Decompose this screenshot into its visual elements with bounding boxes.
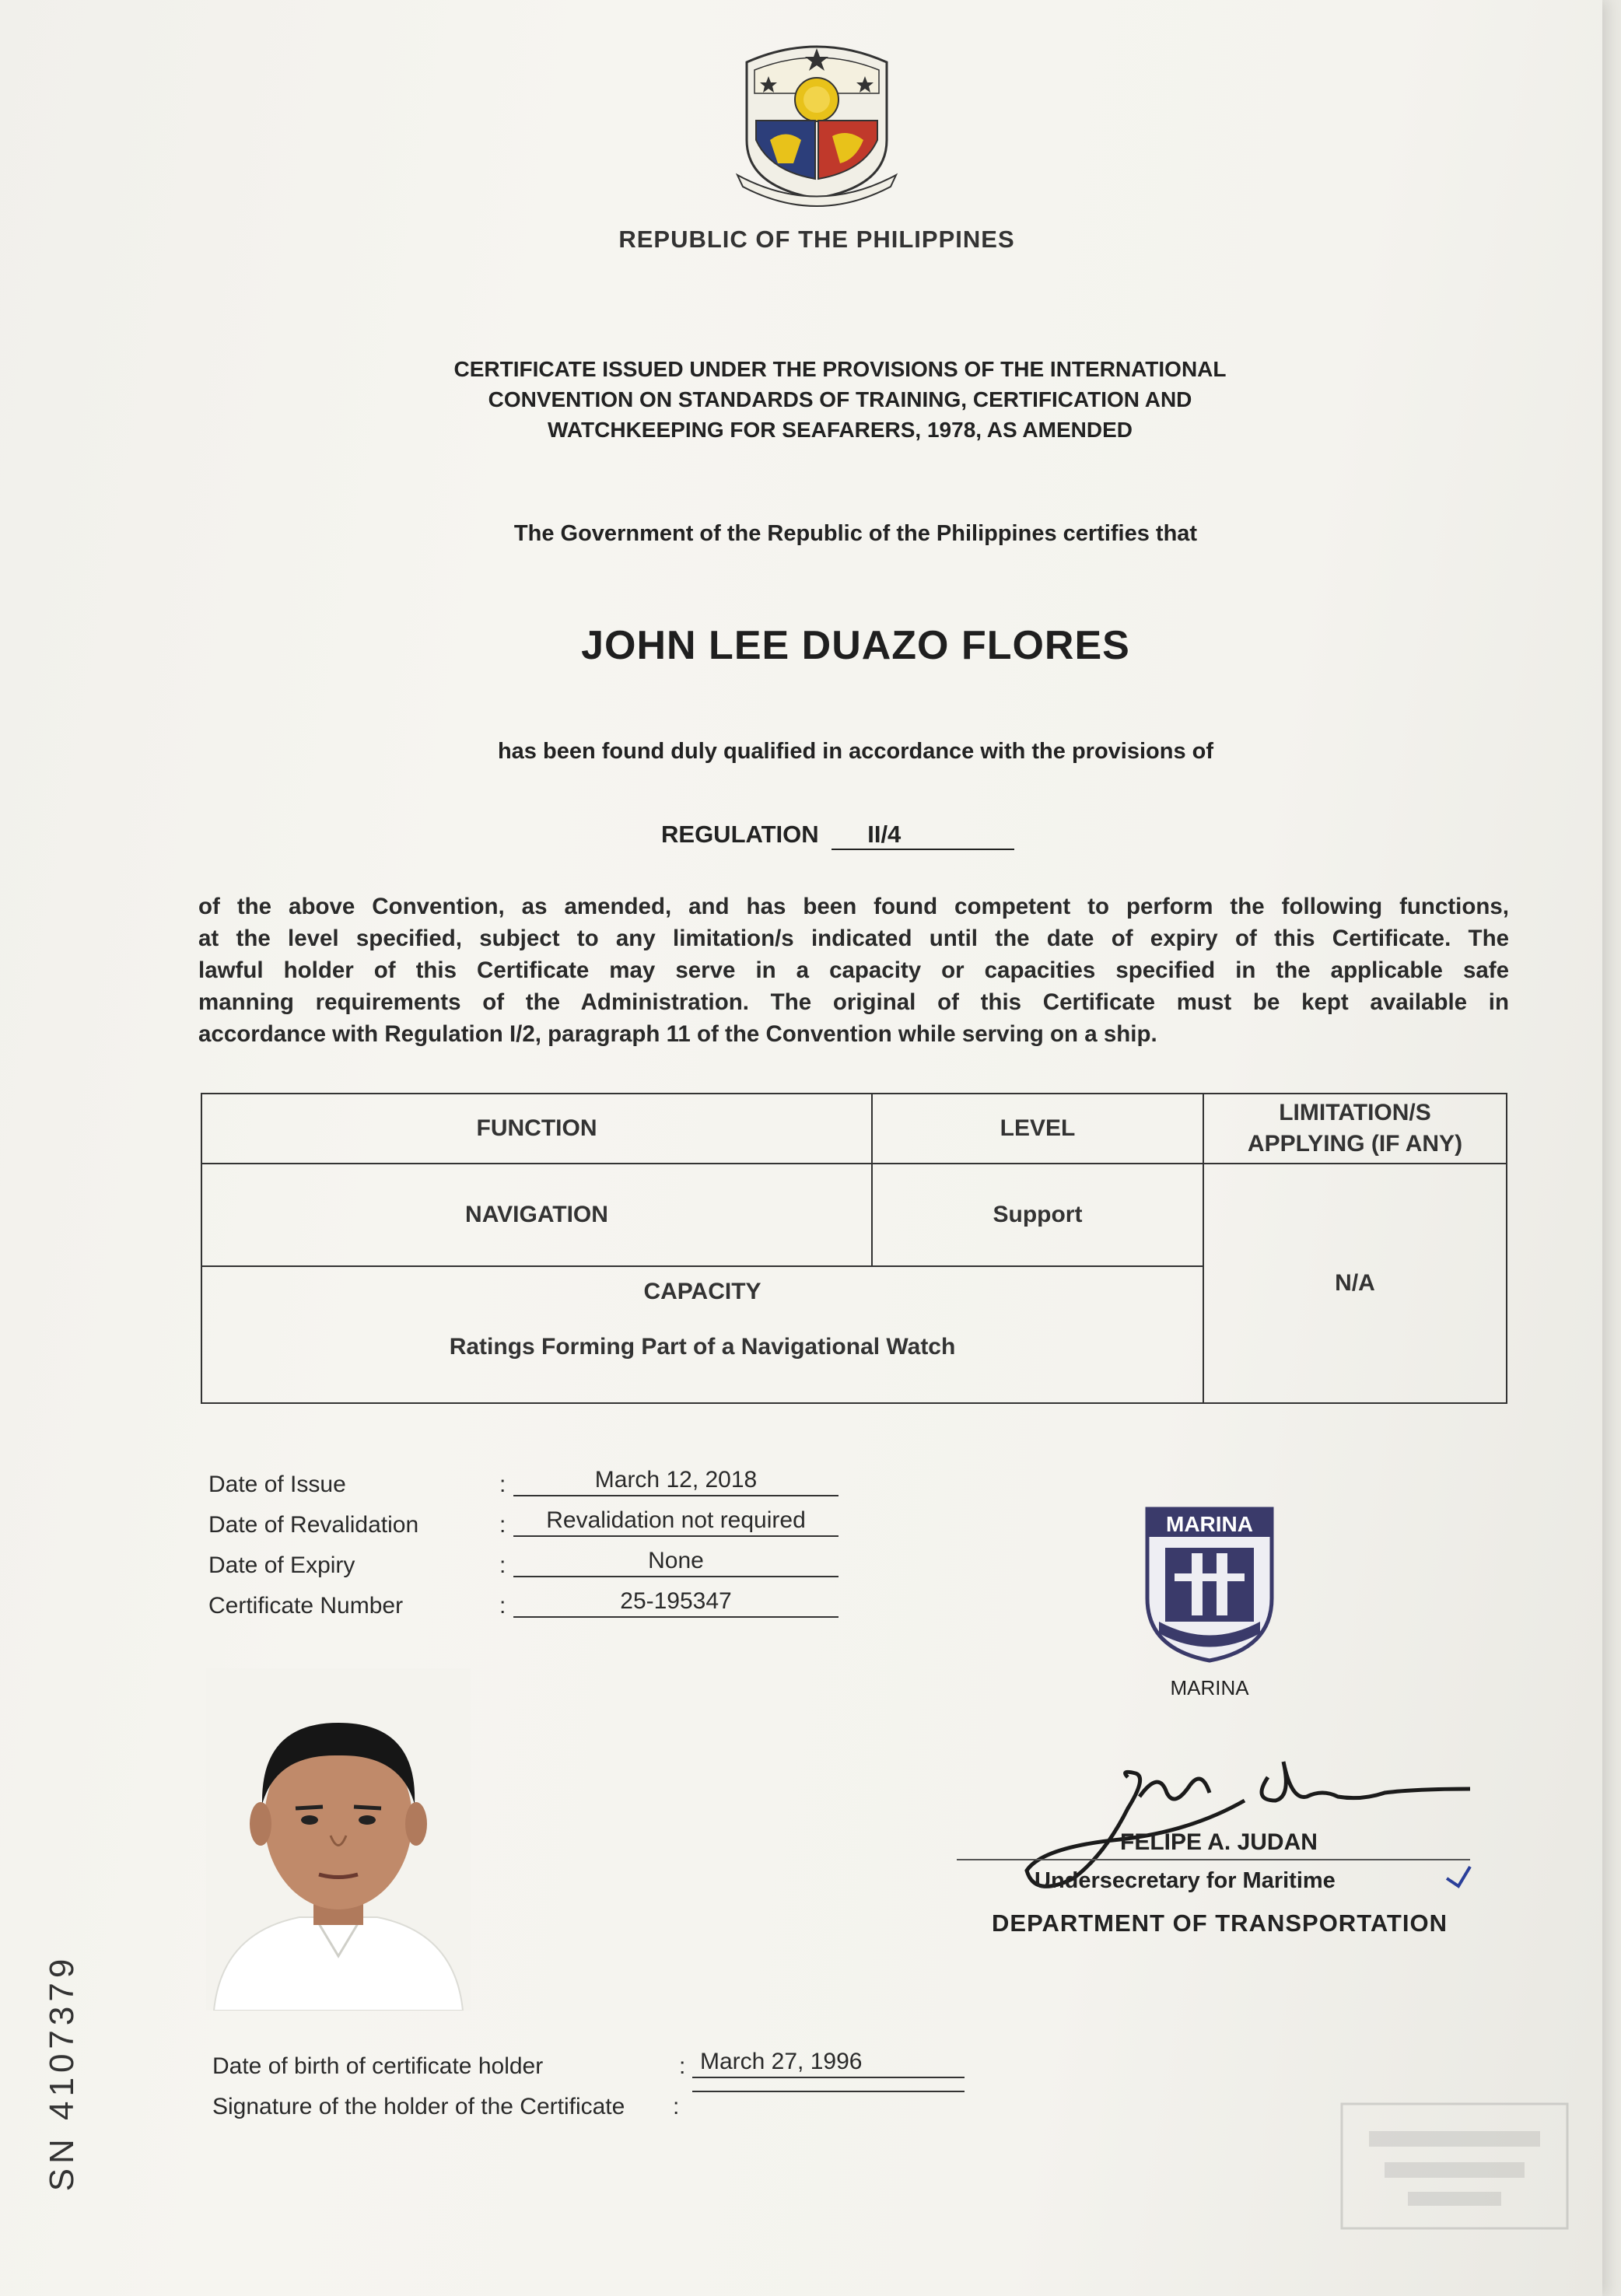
header-limitations: LIMITATION/S APPLYING (IF ANY) [1247,1100,1463,1157]
limitations-value: N/A [1335,1270,1375,1296]
dob-label: Date of birth of certificate holder [212,2053,544,2079]
stcw-heading-line: WATCHKEEPING FOR SEAFARERS, 1978, AS AMENDED [548,418,1133,442]
date-label: Date of Revalidation [208,1512,419,1538]
qualified-statement: has been found duly qualified in accordance with the provisions of [497,739,1214,764]
marina-logo [1143,1505,1276,1664]
faded-stamp [1338,2100,1571,2232]
paragraph-line: of the above Convention, as amended, and has been found competent to perform the following functions, [198,894,1509,919]
signature-line [957,1859,1470,1860]
stcw-heading-line: CERTIFICATE ISSUED UNDER THE PROVISIONS OF THE INTERNATIONAL [453,357,1227,381]
signatory-department: DEPARTMENT OF TRANSPORTATION [992,1909,1448,1937]
philippine-coat-of-arms [731,31,902,210]
paragraph-line: lawful holder of this Certificate may serve in a capacity or capacities specified in the applicable safe [198,957,1509,983]
capacity-label: CAPACITY [643,1279,761,1304]
date-label: Certificate Number [208,1593,404,1619]
date-value: None [513,1548,839,1577]
country-title: REPUBLIC OF THE PHILIPPINES [618,226,1015,253]
header-level: LEVEL [1000,1115,1076,1141]
holder-signature-label: Signature of the holder of the Certificate [212,2094,625,2119]
level-value: Support [993,1202,1083,1227]
marina-logo-text: MARINA [1166,1512,1253,1536]
date-value: March 12, 2018 [513,1467,839,1496]
certificate-page: REPUBLIC OF THE PHILIPPINES CERTIFICATE ISSUED UNDER THE PROVISIONS OF THE INTERNATIONAL CONVENTION ON STANDARDS OF TRAINING, CERTIFICATION AND WATCHKEEPING FOR SEAFARERS, 1978, AS AMENDED The Government of the Republic of the Philippines certifies that JOHN LEE DUAZO FLORES has been found duly qualified in accordance with the provisions of REGULATION II/4 of the above Convention, as amended, and has been found competent to perform the following functions, at the level specified, subject to any limitation/s indicated until the date of expiry of this Certificate. The lawful holder of this Certificate may serve in a capacity or capacities specified in the applicable safe manning requirements of the Administration. The original of this Certificate must be kept available in accordance with Regulation I/2, paragraph 11 of the Convention while serving on a ship. FUNCTION LEVEL LIMITATION/S APPLYING (IF ANY) NAVIGATION Support CAPACITY Ratings Forming Part of a Navigational Watch N/A Date of Issue : March 12, 2018 Date of Revalidation : Revalidation not required Date of Expiry : None Certificate Number : 25-195347 MARINA MARINA FELIPE A. JUDAN Undersecretary for Maritime DEPARTMENT OF TRANSPORTATION Date of birth of certificate holder : March 27, 1996 Signature of the holder of the Certificate : SN 4107379 [0,0,1602,2296]
header-function: FUNCTION [476,1115,597,1141]
date-value: Revalidation not required [513,1507,839,1537]
stcw-heading [389,354,1291,445]
marina-caption: MARINA [1170,1676,1249,1699]
serial-number: SN 4107379 [43,1954,81,2192]
regulation-value: II/4 [867,821,902,848]
function-value: NAVIGATION [465,1202,608,1227]
regulation-value-field [832,821,1014,850]
paragraph-line: at the level specified, subject to any limitation/s indicated until the date of expiry of this Certificate. The [198,926,1509,951]
paragraph-line: manning requirements of the Administration. The original of this Certificate must be kept available in [198,989,1509,1015]
date-label: Date of Expiry [208,1552,355,1578]
competence-paragraph [198,891,1509,1050]
signatory-title: Undersecretary for Maritime [1035,1868,1336,1893]
date-label: Date of Issue [208,1472,346,1497]
holder-signature-field [692,2089,965,2092]
dob-value: March 27, 1996 [692,2049,965,2078]
signatory-name: FELIPE A. JUDAN [1120,1829,1318,1855]
capacity-value: Ratings Forming Part of a Navigational Watch [449,1334,956,1360]
holder-name: JOHN LEE DUAZO FLORES [581,623,1130,668]
regulation-label: REGULATION [661,821,819,848]
paragraph-line: accordance with Regulation I/2, paragraph 11 of the Convention while serving on a ship. [198,1021,1157,1047]
functions-table [201,1093,1507,1404]
certifies-statement: The Government of the Republic of the Philippines certifies that [513,521,1198,546]
stcw-heading-line: CONVENTION ON STANDARDS OF TRAINING, CERTIFICATION AND [488,387,1192,411]
regulation-line [661,821,1014,850]
holder-photo [206,1668,471,2011]
date-value: 25-195347 [513,1588,839,1618]
